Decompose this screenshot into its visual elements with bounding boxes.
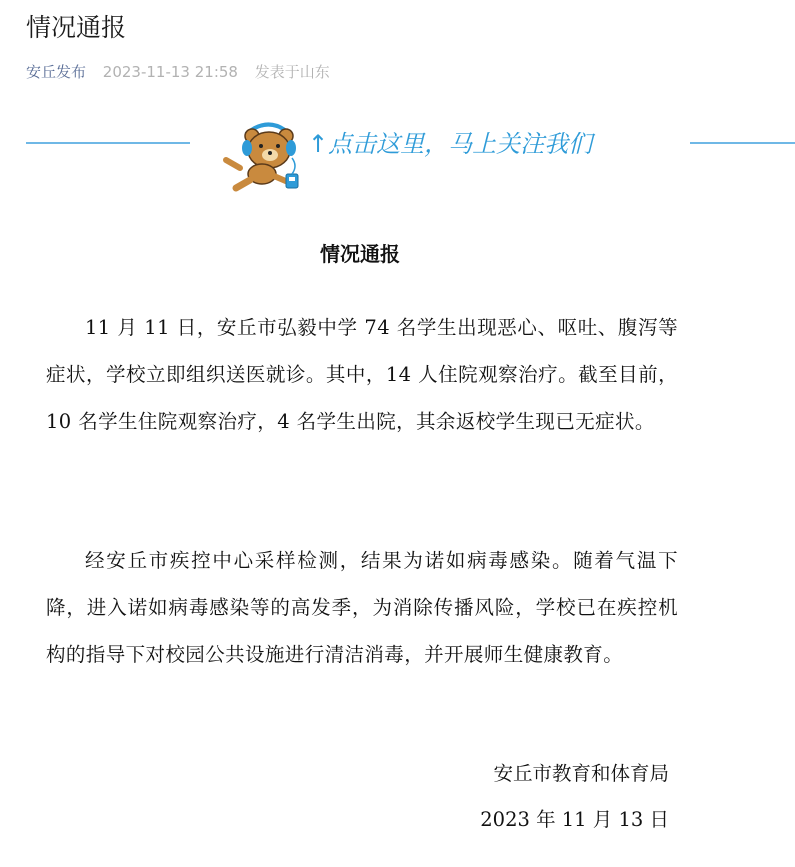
article-meta <box>26 60 330 84</box>
notice-paragraph-2: 经安丘市疾控中心采样检测，结果为诺如病毒感染。随着气温下降，进入诺如病毒感染等的高发季，为消除传播风险，学校已在疾控机构的指导下对校园公共设施进行清洁消毒，并开展师生健康教育。 <box>46 549 678 666</box>
article-title: 情况通报 <box>26 13 127 42</box>
publish-location: 发表于山东 <box>254 63 330 81</box>
signature-organization: 安丘市教育和体育局 <box>493 762 669 785</box>
follow-banner-graphic <box>0 112 795 196</box>
author-link[interactable]: 安丘发布 <box>26 63 87 81</box>
signature-date: 2023 年 11 月 13 日 <box>480 808 669 831</box>
publish-time: 2023-11-13 21:58 <box>102 63 238 81</box>
bear-with-headphones-icon <box>226 124 298 188</box>
notice-heading: 情况通报 <box>320 242 400 266</box>
notice-paragraph-1: 11 月 11 日，安丘市弘毅中学 74 名学生出现恶心、呕吐、腹泻等症状，学校立即组织送医就诊。其中，14 人住院观察治疗。截至目前，10 名学生住院观察治疗，4 名学生出院，其余返校学生现已无症状。 <box>46 316 678 433</box>
follow-banner[interactable] <box>0 112 795 196</box>
follow-banner-text: ↑点击这里，马上关注我们 <box>308 130 593 158</box>
